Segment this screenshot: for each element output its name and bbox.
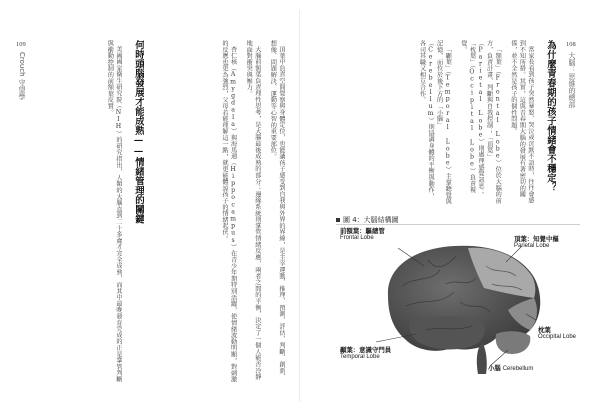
caption-marker [336,218,340,222]
label-parietal-zh: 頂葉：知覺中樞 [514,235,559,243]
label-occipital-en: Occipital Lobe [538,334,577,340]
left-paragraph: 大腦前額葉負責理性思考，是大腦最後成熟的部分；邊緣系統則掌管情緒反應，兩者之間的平衡，決定了一個人能否冷靜地面對衝突與壓力。 [245,40,261,381]
left-paragraph: 杏仁核（Amygdala）與海馬迴（Hippocampus）在青少年期特別活躍，使情緒波動明顯，對刺激的反應也更為強烈，父母若能理解這一點，就更能體諒孩子的情緒起伏。 [221,40,237,383]
right-page-number: 108 [566,41,576,48]
label-frontal-zh: 前額葉：驅總管 [340,227,385,235]
left-body-lower [42,40,122,385]
label-temporal-zh: 顳葉：意識守門員 [340,346,392,354]
right-body-text [316,40,534,205]
cerebellum-shape [496,331,531,354]
label-temporal-lobe [340,347,391,361]
label-parietal-lobe [514,236,559,250]
label-occipital-lobe [538,327,576,341]
left-paragraph: 頂葉中負責空間覺察與身體定位，也能讓孩子感受到自我與外界的界線，是主宰運動、推理、預測、評估、判斷、創新、想像、問題解決、運動等心智的重要部位。 [269,40,285,381]
right-running-head: 大腦：思維的總部 [568,52,576,108]
left-paragraph: 美國國家衛生研究院（NIH）的研究指出，人類的大腦直到二十多歲才完全成熟，而其中最晚發育完成的正是掌管判斷與衝動控制的前額葉皮質。 [106,40,122,383]
label-frontal-lobe [340,228,385,242]
figure-rule [336,224,580,225]
label-cerebellum-zh: 小腦 [488,364,501,372]
figure-caption-text: 圖 4：大腦結構圖 [343,216,399,224]
right-paragraph: 「顳葉」（Temporal Lobe）主掌聽覺與記憶，而位於後下方的「小腦」（Cerebellum）則協調身體的平衡與動作，各司其職又相互合作。 [418,40,452,205]
label-cerebellum [488,365,533,373]
label-frontal-en: Frontal Lobe [340,235,374,241]
left-running-head: Crouch 守望學 [18,52,26,100]
label-parietal-en: Parietal Lobe [514,243,550,249]
label-occipital-zh: 枕葉 [538,326,551,334]
right-paragraph: 「額葉」（Frontal Lobe）位於大腦的前方，負責計畫、判斷與自我控制；「頂葉」（Parietal Lobe）則處理感覺訊息；「枕葉」（Occipital Lobe）負責視覺。 [459,40,502,204]
left-section-heading: 何時頭腦發展才能成熟——情緒管理的關鍵 [133,40,144,224]
page-gutter [299,10,300,402]
label-cerebellum-en: Cerebellum [502,366,534,372]
label-temporal-en: Temporal Lobe [340,354,380,360]
right-section-heading: 為什麼青春期的孩子情緒會不穩定？ [545,40,556,192]
right-paragraph: 當家長看到孩子突然暴怒、哭泣或沉默不語時，往往會感到不知所措。其實，這與青春期大腦的發展有著密切的關係，並不全然是孩子的個性問題。 [509,40,534,204]
left-body-upper [150,40,285,385]
left-page-number: 109 [16,41,26,48]
